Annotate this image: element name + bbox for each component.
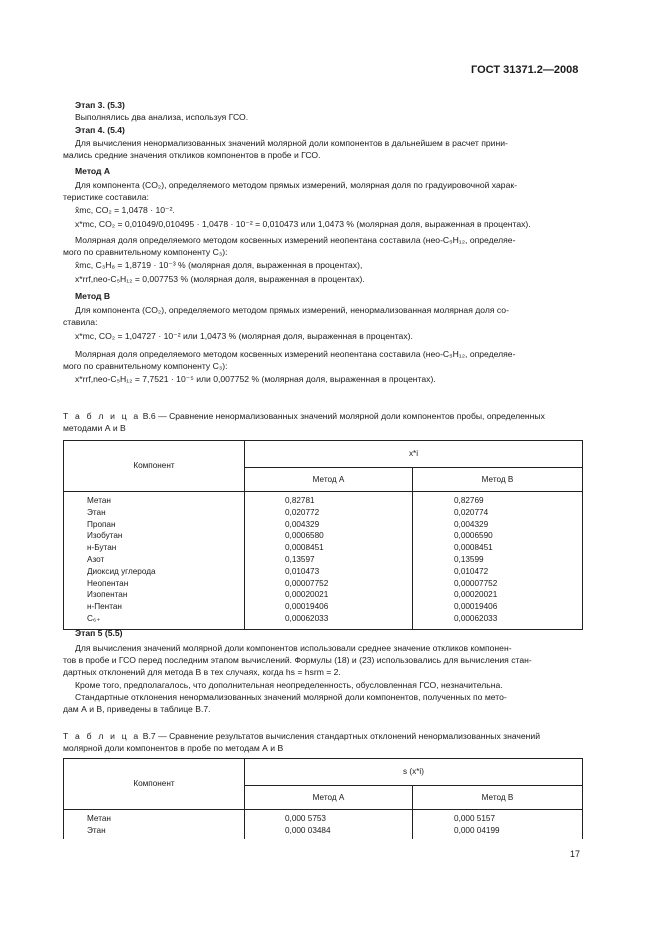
stage5-line6: дам А и В, приведены в таблице В.7. [63,704,211,714]
table-cell: 0,0006590 [454,531,493,541]
table-cell: 0,00020021 [285,590,329,600]
table-cell: 0,00062033 [285,613,329,623]
table7-header-s: s (x*i) [245,759,583,786]
method-a-formula2: x*mc, CO₂ = 0,01049/0,010495 · 1,0478 · 10⁻² = 0,010473 или 1,0473 % (молярная доля, выраженная в процентах). [75,219,531,229]
stage4-text1: Для вычисления ненормализованных значений молярной доли компонентов в дальнейшем в расчет прини- [75,138,508,148]
table-cell: 0,0006580 [285,531,324,541]
stage5-line3: дартных отклонений для метода В в тех случаях, когда hs = hsrm = 2. [63,667,341,677]
table-cell: 0,13597 [285,554,315,564]
table-cell: 0,0008451 [285,543,324,553]
table6-header-method-a: Метод А [245,468,413,492]
table-cell: 0,004329 [285,519,320,529]
table-cell: Метан [87,496,111,505]
stage3-text: Выполнялись два анализа, используя ГСО. [75,112,249,122]
method-b-line3: Молярная доля определяемого методом косвенных измерений неопентана составила (нео-C₅H₁₂, определяе- [75,349,516,359]
table-cell: Азот [87,554,105,564]
table7-caption [63,731,540,743]
document-header: ГОСТ 31371.2—2008 [471,64,579,76]
table-cell: Изобутан [87,531,123,541]
table-cell: C₆₊ [87,613,101,623]
table-cell: Этан [87,507,106,517]
method-a-line4: мого по сравнительному компоненту C₃): [63,247,228,257]
table-cell: Неопентан [87,578,129,588]
table7-title2: молярной доли компонентов в пробе по методам А и В [63,743,284,753]
table-cell: 0,13599 [454,554,484,564]
table6-col-method-a [245,492,413,630]
method-b-formula2: x*rrf,neo-C₅H₁₂ = 7,7521 · 10⁻⁵ или 0,007752 % (молярная доля, выраженная в процентах). [75,374,436,384]
table-cell: 0,0008451 [454,543,493,553]
stage5-line1: Для вычисления значений молярной доли компонентов использовали среднее значение откликов компонен- [75,643,512,653]
table-cell: 0,000 04199 [454,825,500,835]
table6-col-component [64,492,245,630]
table6-header-method-b: Метод В [413,468,583,492]
table-cell: Метан [87,814,111,823]
table7-col-method-b [413,810,583,839]
method-a-title: Метод А [75,166,111,176]
table-cell: 0,00007752 [285,578,329,588]
table7-col-method-a [245,810,413,839]
stage3-title: Этап 3. (5.3) [75,100,125,110]
stage5-line2: тов в пробе и ГСО перед последним этапом вычислений. Формулы (18) и (23) использовались для вычисления стан- [63,655,532,665]
method-a-formula4: x*rrf,neo-C₅H₁₂ = 0,007753 % (молярная доля, выраженная в процентах). [75,274,365,284]
method-b-line2: ставила: [63,317,98,327]
table7-title1: В.7 — Сравнение результатов вычисления стандартных отклонений ненормализованных значений [142,731,541,741]
table7-header-component: Компонент [64,759,245,810]
table-cell: Изопентан [87,590,128,600]
table6-col-method-b [413,492,583,630]
table-cell: 0,020774 [454,507,489,517]
table-cell: Диоксид углерода [87,566,156,576]
stage5-title: Этап 5 (5.5) [75,628,123,638]
table7-label: Т а б л и ц а [63,731,141,741]
table-cell: 0,00019406 [285,602,329,612]
method-b-formula1: x*mc, CO₂ = 1,04727 · 10⁻² или 1,0473 % (молярная доля, выраженная в процентах). [75,331,413,341]
method-a-formula1: x̂mc, CO₂ = 1,0478 · 10⁻². [75,205,175,215]
table6 [63,440,583,630]
table-cell: 0,00020021 [454,590,498,600]
stage4-title: Этап 4. (5.4) [75,125,125,135]
table-cell: 0,010472 [454,566,489,576]
table-cell: 0,004329 [454,519,489,529]
table-cell: 0,00062033 [454,613,498,623]
table6-caption [63,411,545,423]
table-cell: 0,00007752 [454,578,498,588]
method-a-formula3: x̂mc, C₃H₈ = 1,8719 · 10⁻³ % (молярная доля, выраженная в процентах), [75,260,363,270]
table-cell: 0,000 5753 [285,814,326,823]
table6-title1: В.6 — Сравнение ненормализованных значений молярной доли компонентов пробы, определенных [142,411,545,421]
table-cell: 0,020772 [285,507,320,517]
table-cell: 0,000 03484 [285,825,331,835]
method-a-line2: теристике составила: [63,192,149,202]
method-b-line1: Для компонента (CO₂), определяемого методом прямых измерений, ненормализованная молярная доля со- [75,305,509,315]
method-b-title: Метод В [75,291,111,301]
table7 [63,758,583,839]
table6-title2: методами А и В [63,423,126,433]
table6-header-component: Компонент [64,441,245,492]
table-cell: 0,00019406 [454,602,498,612]
table-cell: Этан [87,825,106,835]
method-a-line1: Для компонента (CO₂), определяемого методом прямых измерений, молярная доля по градуировочной харак- [75,180,517,190]
table7-header-method-a: Метод А [245,786,413,810]
table-cell: н-Пентан [87,602,122,612]
stage5-line5: Стандартные отклонения ненормализованных значений молярной доли компонентов, полученных по мето- [75,692,507,702]
method-a-line3: Молярная доля определяемого методом косвенных измерений неопентана составила (нео-C₅H₁₂, определяе- [75,235,516,245]
table-cell: 0,000 5157 [454,814,495,823]
table6-label: Т а б л и ц а [63,411,141,421]
table-cell: 0,010473 [285,566,320,576]
table7-col-component [64,810,245,839]
stage5-line4: Кроме того, предполагалось, что дополнительная неопределенность, обусловленная ГСО, незначительна. [75,680,503,690]
table-cell: Пропан [87,519,116,529]
table-cell: 0,82769 [454,496,484,505]
table6-header-x: x*i [245,441,583,468]
method-b-line4: мого по сравнительному компоненту C₃): [63,361,228,371]
table7-header-method-b: Метод В [413,786,583,810]
stage4-text2: мались средние значения откликов компонентов в пробе и ГСО. [63,150,321,160]
page-number: 17 [570,849,581,859]
table-cell: 0,82781 [285,496,315,505]
table-cell: н-Бутан [87,543,117,553]
